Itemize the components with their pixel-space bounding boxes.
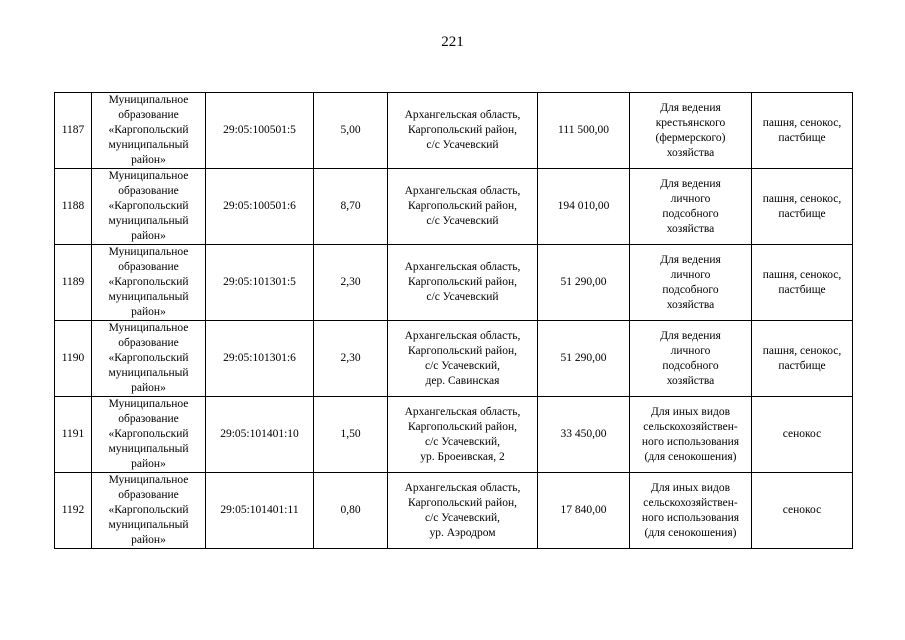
cell-permitted-use-line: Для иных видов <box>650 481 731 494</box>
cell-location-line: Каргопольский район, <box>408 124 517 136</box>
cell-owner-line: район» <box>131 382 166 394</box>
cell-location-line: Каргопольский район, <box>408 496 517 509</box>
table-row <box>55 169 853 245</box>
cell-location-line: с/с Усачевский, <box>424 435 501 448</box>
cell-location-line: с/с Усачевский <box>426 139 499 151</box>
cell-permitted-use-line: Для иных видов <box>650 405 731 418</box>
cell-land-type-line: сенокос <box>782 428 822 440</box>
table-row <box>55 473 853 549</box>
cell-location-line: Каргопольский район, <box>408 344 517 357</box>
page-number: 221 <box>441 34 464 50</box>
cell-owner <box>92 321 206 397</box>
cell-location-line: с/с Усачевский, <box>424 359 501 372</box>
cell-cadastral-number: 29:05:101301:5 <box>206 245 314 321</box>
cell-owner-line: Муниципальное <box>108 322 189 334</box>
cell-permitted-use-line: ного использования <box>641 435 740 448</box>
cell-permitted-use-line: Для ведения <box>660 101 721 114</box>
cell-owner-line: образование <box>118 261 179 273</box>
cell-location <box>388 245 538 321</box>
cell-owner-line: образование <box>118 185 179 197</box>
table-row <box>55 245 853 321</box>
cell-owner-line: муниципальный <box>108 139 189 151</box>
cell-location-line: Архангельская область, <box>404 329 521 342</box>
cell-owner-line: Муниципальное <box>108 474 189 486</box>
cell-owner-line: район» <box>131 534 166 546</box>
cell-land-type-line: пастбище <box>778 207 826 220</box>
cell-owner-line: образование <box>118 337 179 349</box>
cell-location <box>388 473 538 549</box>
cell-owner-line: муниципальный <box>108 443 189 455</box>
cell-land-type-line: пастбище <box>778 359 826 372</box>
cell-land-type <box>752 321 853 397</box>
cell-area: 1,50 <box>314 397 388 473</box>
cell-cadastral-number: 29:05:101401:11 <box>206 473 314 549</box>
cell-land-type-line: сенокос <box>782 504 822 516</box>
cell-location-line: Архангельская область, <box>404 109 521 121</box>
cell-owner-line: муниципальный <box>108 291 189 303</box>
cell-number: 1187 <box>55 93 92 169</box>
cell-owner-line: Муниципальное <box>108 94 189 106</box>
cell-permitted-use-line: подсобного <box>662 359 719 372</box>
cell-area: 2,30 <box>314 321 388 397</box>
cell-cadastral-cost: 194 010,00 <box>538 169 630 245</box>
cell-permitted-use-line: Для ведения <box>660 329 721 342</box>
cell-location-line: Архангельская область, <box>404 261 521 273</box>
cell-permitted-use <box>630 397 752 473</box>
cell-land-type-line: пастбище <box>778 131 826 144</box>
cell-owner-line: муниципальный <box>108 215 189 227</box>
cell-permitted-use-line: крестьянского <box>655 116 726 129</box>
cell-location <box>388 93 538 169</box>
cell-location-line: с/с Усачевский <box>426 215 499 227</box>
cell-land-type <box>752 93 853 169</box>
cell-owner <box>92 245 206 321</box>
cell-location-line: ур. Броеивская, 2 <box>420 450 505 463</box>
cell-owner-line: район» <box>131 154 166 166</box>
cell-location-line: Каргопольский район, <box>408 276 517 288</box>
cell-permitted-use <box>630 473 752 549</box>
cell-owner-line: Муниципальное <box>108 246 189 258</box>
cell-cadastral-cost: 33 450,00 <box>538 397 630 473</box>
cell-owner-line: образование <box>118 413 179 425</box>
cell-cadastral-cost: 51 290,00 <box>538 245 630 321</box>
cell-owner-line: муниципальный <box>108 519 189 531</box>
cell-location <box>388 321 538 397</box>
cell-permitted-use-line: Для ведения <box>660 253 721 266</box>
cell-location <box>388 397 538 473</box>
cell-permitted-use-line: личного <box>670 192 711 205</box>
cell-permitted-use-line: хозяйства <box>666 298 715 311</box>
cell-area: 2,30 <box>314 245 388 321</box>
cell-area: 0,80 <box>314 473 388 549</box>
cell-land-type-line: пашня, сенокос, <box>762 116 842 129</box>
cell-owner <box>92 397 206 473</box>
cell-location-line: Архангельская область, <box>404 405 521 418</box>
cell-number: 1192 <box>55 473 92 549</box>
cell-cadastral-cost: 111 500,00 <box>538 93 630 169</box>
table-body <box>55 93 853 549</box>
cell-owner-line: образование <box>118 109 179 121</box>
land-plots-table <box>54 92 853 549</box>
cell-location-line: Каргопольский район, <box>408 420 517 433</box>
cell-owner <box>92 169 206 245</box>
cell-owner-line: «Каргопольский <box>108 504 189 516</box>
cell-permitted-use-line: хозяйства <box>666 374 715 387</box>
cell-permitted-use <box>630 321 752 397</box>
cell-permitted-use-line: Для ведения <box>660 177 721 190</box>
cell-location-line: Каргопольский район, <box>408 200 517 212</box>
cell-owner <box>92 93 206 169</box>
cell-land-type-line: пашня, сенокос, <box>762 192 842 205</box>
cell-land-type <box>752 473 853 549</box>
cell-permitted-use-line: (для сенокошения) <box>644 450 737 463</box>
cell-permitted-use-line: хозяйства <box>666 222 715 235</box>
cell-cadastral-number: 29:05:100501:5 <box>206 93 314 169</box>
cell-permitted-use <box>630 169 752 245</box>
cell-land-type <box>752 169 853 245</box>
cell-owner-line: «Каргопольский <box>108 428 189 440</box>
cell-location-line: Архангельская область, <box>404 185 521 197</box>
cell-location-line: с/с Усачевский <box>426 291 499 303</box>
cell-area: 5,00 <box>314 93 388 169</box>
table-row <box>55 397 853 473</box>
cell-location-line: дер. Савинская <box>425 374 500 387</box>
cell-location-line: Архангельская область, <box>404 481 521 494</box>
cell-owner-line: «Каргопольский <box>108 276 189 288</box>
cell-permitted-use-line: подсобного <box>662 207 719 220</box>
cell-owner-line: район» <box>131 230 166 242</box>
cell-owner-line: район» <box>131 306 166 318</box>
table-row <box>55 93 853 169</box>
cell-permitted-use <box>630 93 752 169</box>
cell-owner-line: Муниципальное <box>108 398 189 410</box>
cell-owner-line: район» <box>131 458 166 470</box>
cell-owner <box>92 473 206 549</box>
cell-land-type <box>752 397 853 473</box>
cell-permitted-use-line: (для сенокошения) <box>644 526 737 539</box>
cell-land-type-line: пашня, сенокос, <box>762 268 842 281</box>
table-row <box>55 321 853 397</box>
cell-owner-line: «Каргопольский <box>108 124 189 136</box>
cell-land-type <box>752 245 853 321</box>
cell-owner-line: «Каргопольский <box>108 352 189 364</box>
cell-owner-line: муниципальный <box>108 367 189 379</box>
cell-location-line: ур. Аэродром <box>429 526 496 539</box>
cell-cadastral-number: 29:05:100501:6 <box>206 169 314 245</box>
cell-owner-line: «Каргопольский <box>108 200 189 212</box>
cell-permitted-use-line: личного <box>670 268 711 281</box>
cell-location <box>388 169 538 245</box>
cell-permitted-use-line: хозяйства <box>666 146 715 159</box>
cell-number: 1188 <box>55 169 92 245</box>
cell-cadastral-cost: 51 290,00 <box>538 321 630 397</box>
cell-land-type-line: пастбище <box>778 283 826 296</box>
cell-cadastral-number: 29:05:101401:10 <box>206 397 314 473</box>
cell-cadastral-cost: 17 840,00 <box>538 473 630 549</box>
cell-permitted-use-line: личного <box>670 344 711 357</box>
cell-permitted-use <box>630 245 752 321</box>
cell-owner-line: образование <box>118 489 179 501</box>
cell-number: 1191 <box>55 397 92 473</box>
cell-owner-line: Муниципальное <box>108 170 189 182</box>
cell-permitted-use-line: сельскохозяйствен- <box>643 420 738 433</box>
cell-permitted-use-line: сельскохозяйствен- <box>643 496 738 509</box>
cell-permitted-use-line: подсобного <box>662 283 719 296</box>
cell-area: 8,70 <box>314 169 388 245</box>
cell-cadastral-number: 29:05:101301:6 <box>206 321 314 397</box>
cell-permitted-use-line: ного использования <box>641 511 740 524</box>
cell-land-type-line: пашня, сенокос, <box>762 344 842 357</box>
cell-number: 1190 <box>55 321 92 397</box>
cell-location-line: с/с Усачевский, <box>424 511 501 524</box>
cell-permitted-use-line: (фермерского) <box>655 131 726 144</box>
cell-number: 1189 <box>55 245 92 321</box>
